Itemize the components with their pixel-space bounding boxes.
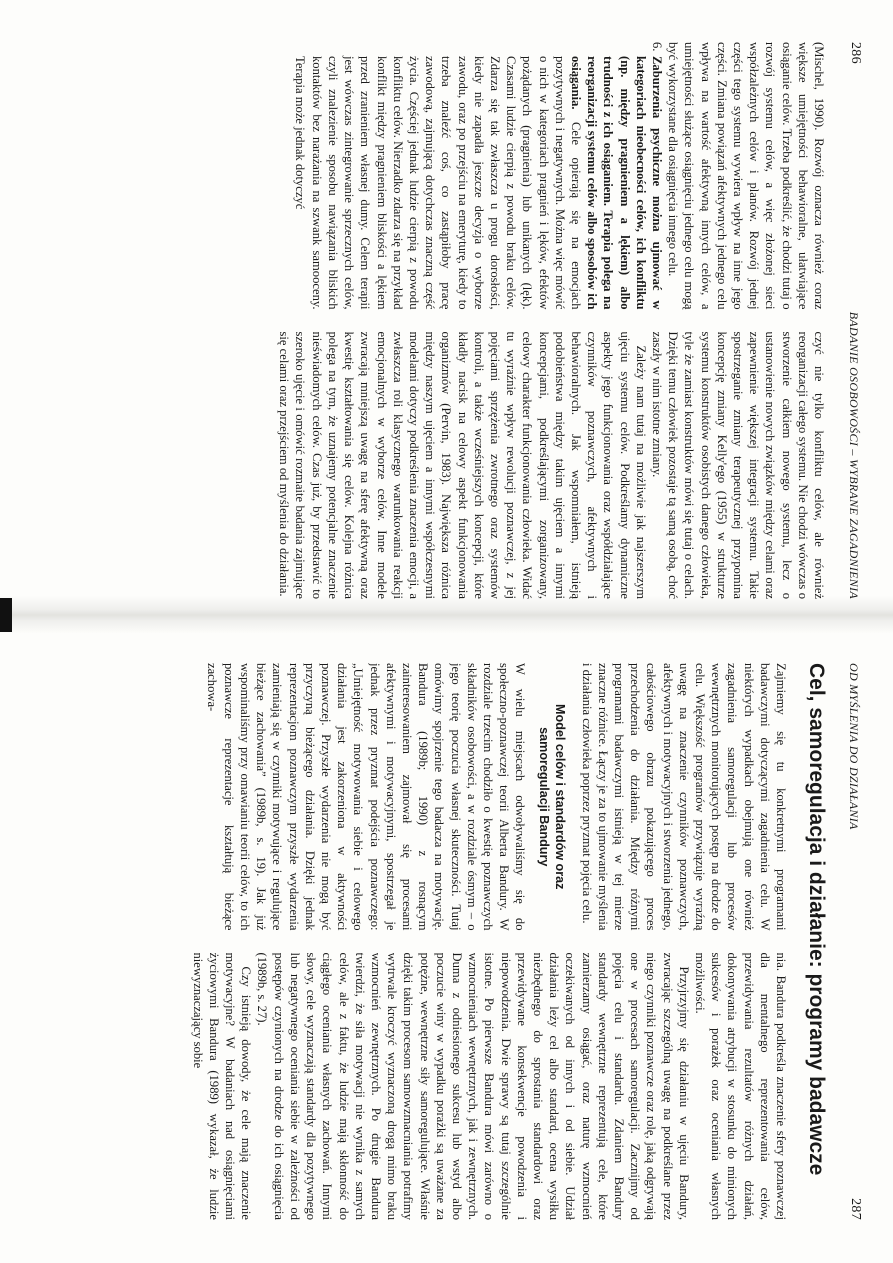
chapter-title: Cel, samoregulacja i działanie: programy badawcze xyxy=(805,663,828,1176)
text-column-left xyxy=(28,42,827,310)
running-header xyxy=(841,663,863,1220)
page-number: 287 xyxy=(848,1198,863,1220)
text-column-right xyxy=(28,953,789,1221)
text-column-left xyxy=(28,663,789,931)
left-page xyxy=(20,20,873,621)
paragraph: czyć nie tylko konfliktu celów, ale również reorganizacji całego systemu. Nie chodzi wówczas o stworzenie całkiem nowego systemu, lecz o ustanowienie nowych związków między celami oraz zapewnienie większej integracji systemu. Takie spostrzeganie zmiany terapeutycznej przypomina koncepcję zmiany Kelly'ego (1955) w strukturze systemu konstruktów osobistych danego człowieka, tyle że zamiast konstruktów mówi się tutaj o celach. Dzięki temu człowiek pozostaje tą samą osobą, choć zaszły w nim istotne zmiany. xyxy=(649,331,826,599)
paragraph: Zajmiemy się tu konkretnymi programami badawczymi dotyczącymi zagadnienia celu. W niektórych wypadkach obejmują one również zagadnienia samoregulacji lub procesów wewnętrznych monitorujących postęp na drodze do celu. Większość programów przywiązuje wyraźną uwagę na znaczenie czynników poznawczych, afektywnych i motywacyjnych i stworzenia jednego, całościowego obrazu pokazującego proces przechodzenia do działania. Między różnymi programami badawczymi istnieją w tej mierze znaczne różnice. Łączy je za to ujmowanie myślenia i działania człowieka poprzez pryzmat pojęcia celu. xyxy=(579,663,788,931)
text-column-right xyxy=(28,332,827,600)
running-header xyxy=(841,42,863,599)
paragraph: nia. Bandura podkreśla znaczenie sfery poznawczej dla mentalnego reprezentowania celów, przewidywania rezultatów różnych działań, dokonywania atrybucji w stosunku do minionych sukcesów i porażek oraz oceniania własnych możliwości. xyxy=(692,952,788,1220)
numbered-item xyxy=(292,42,665,310)
item-thesis: Zaburzenia psychiczne można ujmować w kategoriach nieobecności celów, ich konfliktu (np. między pragnieniem a lękiem) albo trudności z ich osiąganiem. Terapia polega na reorganizacji systemu celów albo sposobów ich osiągania. xyxy=(568,56,664,310)
paragraph: Zależy nam tutaj na możliwie jak najszerszym ujęciu systemu celów. Podkreślamy dynamiczne aspekty jego funkcjonowania oraz współdziałające czynników poznawczych, afektywnych i behawioralnych. Jak wspomniałem, istnieją podobieństwa między takim ujęciem a innymi koncepcjami, podkreślającymi zorganizowany, celowy charakter funkcjonowania człowieka. Widać tu wyraźnie wpływ rewolucji poznawczej, z jej pojęciami sprzężenia zwrotnego oraz systemów kontroli, a także wcześniejszych koncepcji, które kładły nacisk na celowy aspekt funkcjonowania organizmów (Pervin, 1983). Największa różnica między naszym ujęciem a innymi współczesnymi modelami dotyczy podkreślenia znaczenia emocji, a zwłaszcza roli klasycznego warunkowania reakcji emocjonalnych w wyborze celów. Inne modele zwracają mniejszą uwagę na sferę afektywną oraz kwestię kształtowania się celów. Kolejna różnica polega na tym, że uznajemy potencjalne znaczenie nieświadomych celów. Czas już, by przedstawić to szeroko ujęcie i omówić rozmaite badania zajmujące się celami oraz przejściem od myślenia do działania. xyxy=(277,331,648,599)
running-title: OD MYŚLENIA DO DZIAŁANIA xyxy=(847,663,861,830)
paragraph: Czy istnieją dowody, że cele mają znaczenie motywacyjne? W badaniach nad osiągnięciami życiowymi Bandura (1989) wykazał, że ludzie niewyznaczający sobie xyxy=(190,952,254,1220)
running-title: BADANIE OSOBOWOŚCI – WYBRANE ZAGADNIENIA xyxy=(847,311,861,599)
right-page xyxy=(20,641,873,1242)
paragraph: Cele opierają się na emocjach pozytywnych i negatywnych. Można więc mówić o nich w kategoriach pragnień i lęków, efektów pożądanych (pragnienia) lub unikanych (lęk). Czasami ludzie cierpią z powodu braku celów. Zdarza się tak zwłaszcza u progu dorosłości, kiedy nie zapadła jeszcze decyzja o wyborze zawodu, oraz po przejściu na emeryturę, kiedy to trzeba znaleźć coś, co zastąpiłoby pracę zawodową, zajmującą dotychczas znaczną część życia. Częściej jednak ludzie cierpią z powodu konfliktu celów. Nierzadko zdarza się na przykład konflikt między pragnieniem bliskości a lękiem przed zranieniem własnej dumy. Celem terapii jest wówczas zintegrowanie sprzecznych celów, czyli znalezienie sposobu nawiązania bliskich kontaktów bez narażania na szwank samooceny. Terapia może jednak dotyczyć xyxy=(293,56,583,310)
paragraph: Przyjrzyjmy się działaniu w ujęciu Bandury, zwracając szczególną uwagę na podkreślane przez niego czynniki poznawcze oraz rolę, jaką odgrywają one w procesach samoregulacji. Zacznijmy od pojęcia celu i standardu. Zdaniem Bandury standardy wewnętrzne reprezentują cele, które zamierzamy osiągać, oraz naturę wzmocnień oczekiwanych od innych i od siebie. Udział działania leży cel albo standard, ocena wysiłku niezbędnego do sprostania standardowi oraz przewidywane konsekwencje powodzenia i niepowodzenia. Dwie sprawy są tutaj szczególnie istotne. Po pierwsze Bandura mówi zarówno o wzmocnieniach wewnętrznych, jak i zewnętrznych. Duma z odniesionego sukcesu lub wstyd albo poczucie winy w wypadku porażki są uważane za potężne, wewnętrzne siły samoregulujące. Właśnie dzięki takim procesom samowzmacniania potrafimy wytrwale kroczyć wyznaczoną drogą mimo braku wzmocnień zewnętrznych. Po drugie Bandura twierdzi, że siła motywacji nie wynika z samych celów, ale z faktu, że ludzie mają skłonność do ciągłego oceniania własnych zachowań. Innymi słowy, cele wyznaczają standardy dla pozytywnego lub negatywnego oceniania siebie w zależności od postępów czynionych na drodze do ich osiągnięcia (1989b, s. 27). xyxy=(255,952,691,1220)
paragraph: W wielu miejscach odwoływaliśmy się do społeczno-poznawczej teorii Alberta Bandury. W rozdziale trzecim chodziło o kwestię poznawczych składników osobowości, a w rozdziale ósmym – o jego teorię poczucia własnej skuteczności. Tutaj omówimy spojrzenie tego badacza na motywację. Bandura (1989b; 1990) z rosnącym zainteresowaniem zajmował się procesami afektywnymi i motywacyjnymi, spostrzegał je jednak przez pryzmat podejścia poznawczego: „Umiejętność motywowania siebie i celowego działania jest zakorzeniona w aktywności poznawczej. Przyszłe wydarzenia nie mogą być przyczyną bieżącego działania. Dzięki jednak reprezentacjom poznawczym przyszłe wydarzenia zamieniają się w czynniki motywujące i regulujące bieżące zachowania” (1989b, s. 19). Jak już wspominaliśmy przy omawianiu teorii celów, to ich poznawcze reprezentacje kształtują bieżące zachowa- xyxy=(205,663,528,931)
item-number: 6. xyxy=(649,42,664,52)
scan-edge-mark xyxy=(0,598,12,632)
section-heading: Model celów i standardów oraz samoregulacji Bandury xyxy=(537,704,568,890)
page-number: 286 xyxy=(848,42,863,64)
paragraph: (Mischel, 1990). Rozwój oznacza również coraz większe umiejętności behawioralne, ułatwiające osiąganie celów. Trzeba podkreślić, że chodzi tutaj o rozwój systemu celów, a więc złożonej sieci współzależnych celów i planów. Rozwój jednej części tego systemu wywiera wpływ na inne jego części. Zmiana powiązań afektywnych jednego celu wpływa na wartość afektywną innych celów, a umiejętności służące osiągnięciu jednego celu mogą być wykorzystane dla osiągnięcia innego celu. xyxy=(666,42,826,310)
